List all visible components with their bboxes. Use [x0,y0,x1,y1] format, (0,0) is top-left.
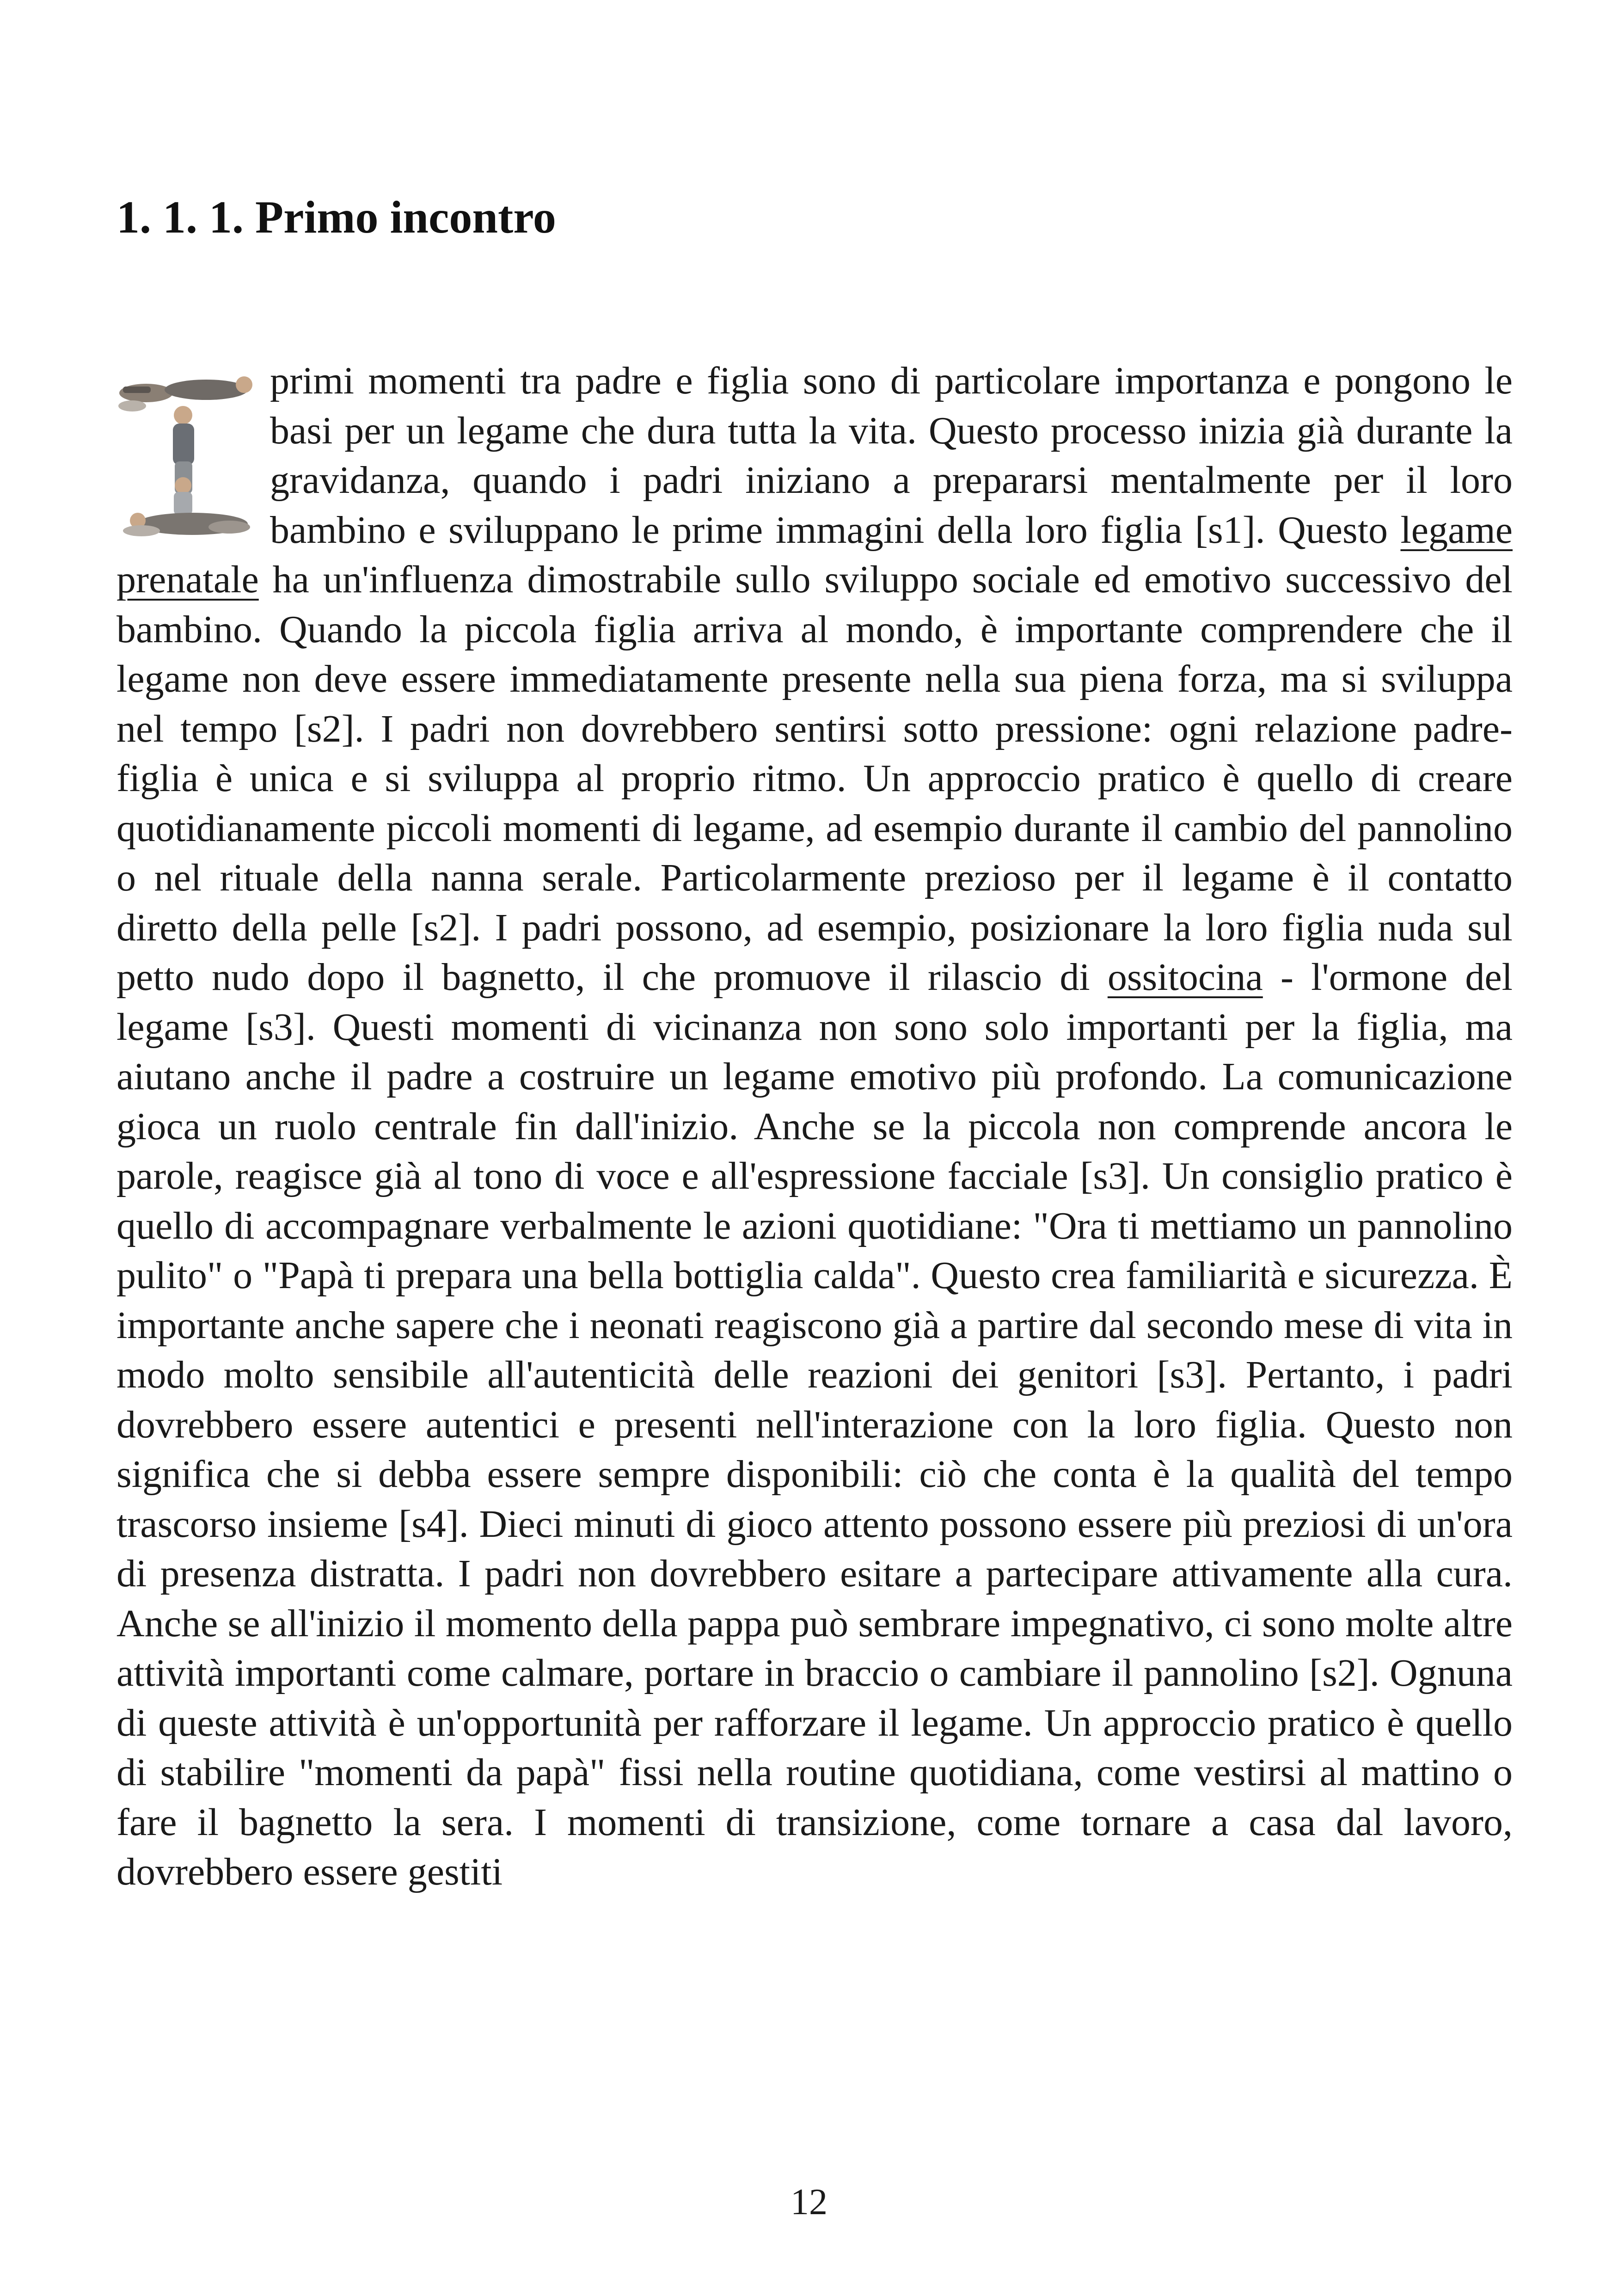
page-number: 12 [791,2182,827,2222]
term-ossitocina: ossitocina [1107,956,1263,999]
paragraph-text-part2: ha un'influenza dimostrabile sullo sviluppo sociale ed emotivo successivo del bambino. Quando la piccola figlia arriva al mondo, è importante comprendere che il legame non deve essere immediatamente presente nella sua piena forza, ma si sviluppa nel tempo [s2]. I padri non dovrebbero sentirsi sotto pressione: ogni relazione padre-figlia è unica e si sviluppa al proprio ritmo. Un approccio pratico è quello di creare quotidianamente piccoli momenti di legame, ad esempio durante il cambio del pannolino o nel rituale della nanna serale. Particolarmente prezioso per il legame è il contatto diretto della pelle [s2]. I padri possono, ad esempio, posizionare la loro figlia nuda sul petto nudo dopo il bagnetto, il che promuove il rilascio di [116,558,1513,999]
body-paragraph [116,356,1513,1897]
section-heading: 1. 1. 1. Primo incontro [116,191,556,243]
paragraph-text-part1: primi momenti tra padre e figlia sono di particolare importanza e pongono le basi per un legame che dura tutta la vita. Questo processo inizia già durante la gravidanza, quando i padri iniziano a prepararsi mentalmente per il loro bambino e sviluppano le prime immagini della loro figlia [s1]. Questo [270,359,1513,552]
term-legame-prenatale: legame prenatale [116,508,1513,601]
dropcap-figure-illustration [114,364,257,545]
paragraph-text-part3: - l'ormone del legame [s3]. Questi momenti di vicinanza non sono solo importanti per la figlia, ma aiutano anche il padre a costruire un legame emotivo più profondo. La comunicazione gioca un ruolo centrale fin dall'inizio. Anche se la piccola non comprende ancora le parole, reagisce già al tono di voce e all'espressione facciale [s3]. Un consiglio pratico è quello di accompagnare verbalmente le azioni quotidiane: "Ora ti mettiamo un pannolino pulito" o "Papà ti prepara una bella bottiglia calda". Questo crea familiarità e sicurezza. È importante anche sapere che i neonati reagiscono già a partire dal secondo mese di vita in modo molto sensibile all'autenticità delle reazioni dei genitori [s3]. Pertanto, i padri dovrebbero essere autentici e presenti nell'interazione con la loro figlia. Questo non significa che si debba essere sempre disponibili: ciò che conta è la qualità del tempo trascorso insieme [s4]. Dieci minuti di gioco attento possono essere più preziosi di un'ora di presenza distratta. I padri non dovrebbero esitare a partecipare attivamente alla cura. Anche se all'inizio il momento della pappa può sembrare impegnativo, ci sono molte altre attività importanti come calmare, portare in braccio o cambiare il pannolino [s2]. Ognuna di queste attività è un'opportunità per rafforzare il legame. Un approccio pratico è quello di stabilire "momenti da papà" fissi nella routine quotidiana, come vestirsi al mattino o fare il bagnetto la sera. I momenti di transizione, come tornare a casa dal lavoro, dovrebbero essere gestiti [116,956,1513,1893]
